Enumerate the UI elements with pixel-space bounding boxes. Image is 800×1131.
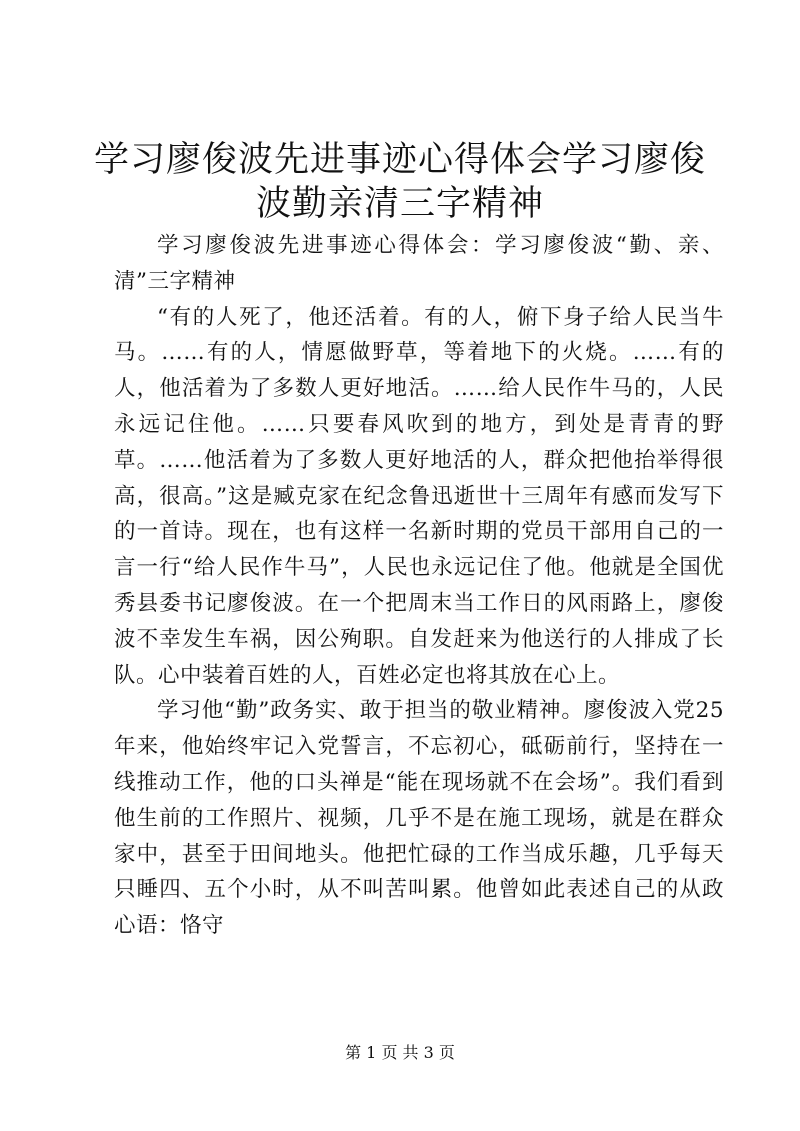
document-body	[114, 228, 724, 944]
paragraph-3: 学习他“勤”政务实、敢于担当的敬业精神。廖俊波入党25年来，他始终牢记入党誓言，不忘初心，砥砺前行，坚持在一线推动工作，他的口头禅是“能在现场就不在会场”。我们看到他生前的工作照片、视频，几乎不是在施工现场，就是在群众家中，甚至于田间地头。他把忙碌的工作当成乐趣，几乎每天只睡四、五个小时，从不叫苦叫累。他曾如此表述自己的从政心语：恪守	[114, 698, 724, 939]
page-footer: 第 1 页 共 3 页	[345, 1043, 455, 1062]
paragraph-2: “有的人死了，他还活着。有的人，俯下身子给人民当牛马。……有的人，情愿做野草，等着地下的火烧。……有的人，他活着为了多数人更好地活。……给人民作牛马的，人民永远记住他。……只要春风吹到的地方，到处是青青的野草。……他活着为了多数人更好地活的人，群众把他抬举得很高，很高。”这是臧克家在纪念鲁迅逝世十三周年有感而发写下的一首诗。现在，也有这样一名新时期的党员干部用自己的一言一行“给人民作牛马”，人民也永远记住了他。他就是全国优秀县委书记廖俊波。在一个把周末当工作日的风雨路上，廖俊波不幸发生车祸，因公殉职。自发赶来为他送行的人排成了长队。心中装着百姓的人，百姓必定也将其放在心上。	[114, 304, 724, 688]
document-title: 学习廖俊波先进事迹心得体会学习廖俊波勤亲清三字精神	[93, 140, 706, 224]
paragraph-1: 学习廖俊波先进事迹心得体会：学习廖俊波“勤、亲、清”三字精神	[114, 233, 724, 294]
